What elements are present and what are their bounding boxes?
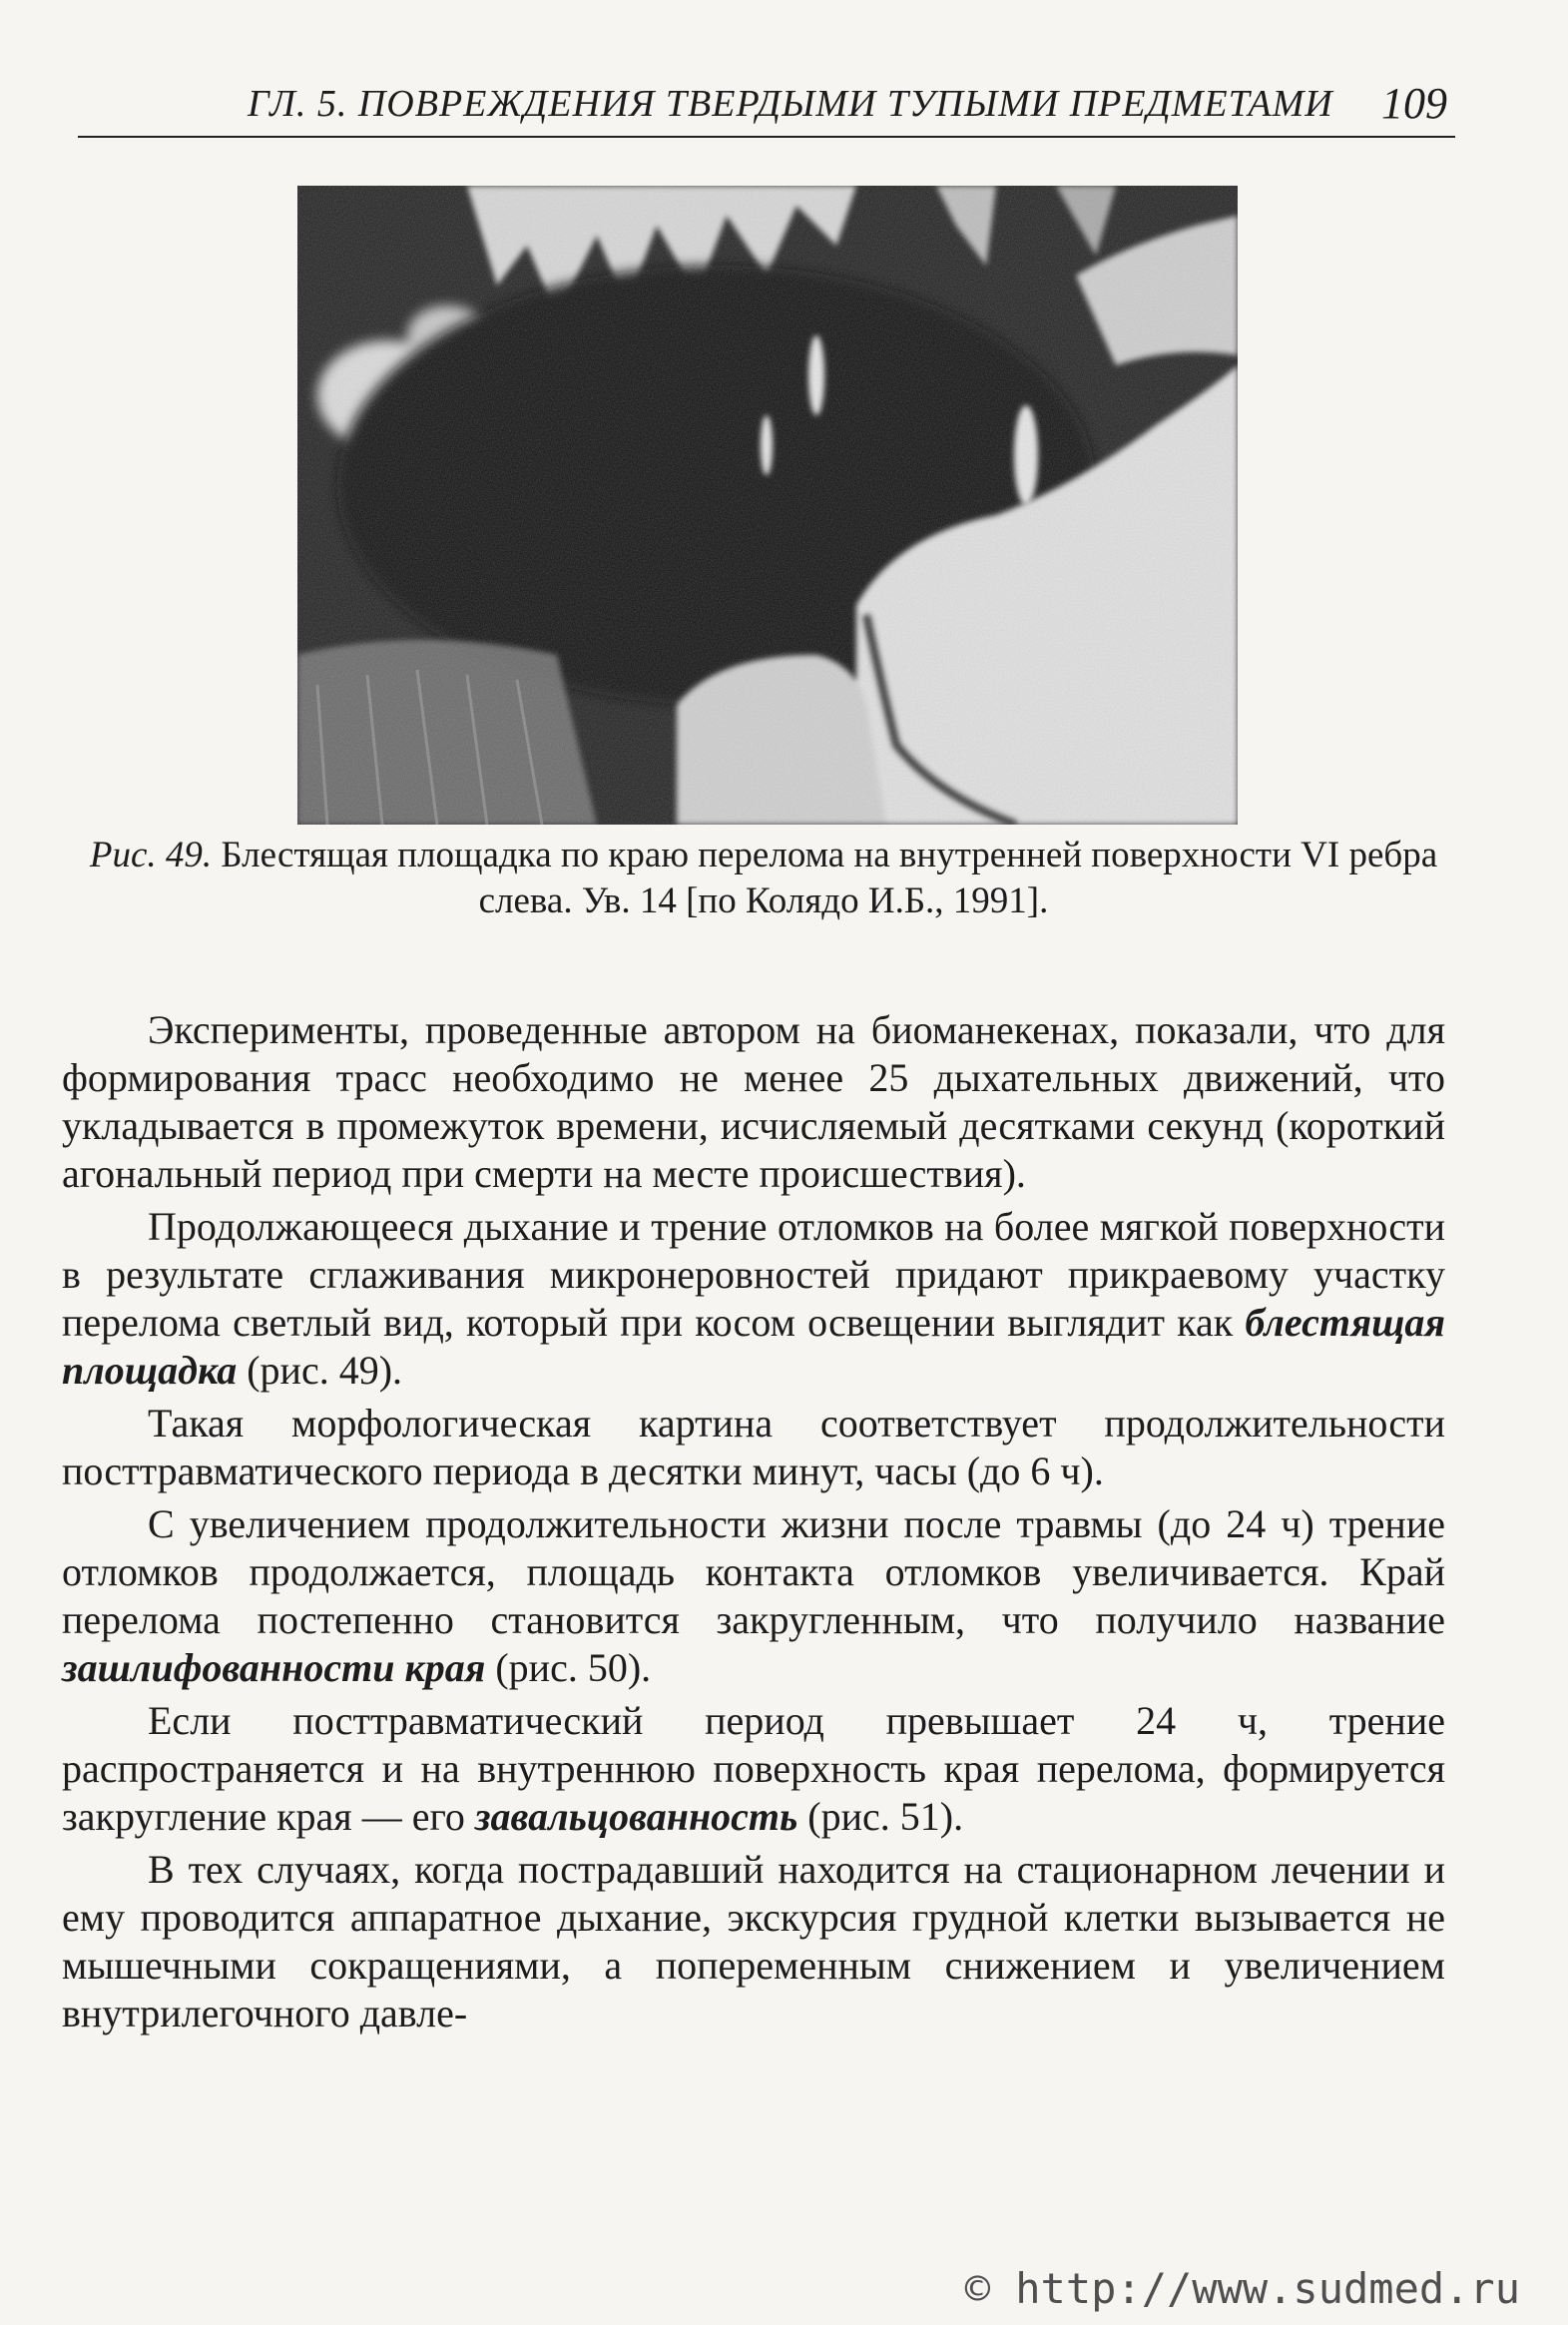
emphasized-term: завальцованность	[474, 1794, 798, 1839]
paragraph: Продолжающееся дыхание и трение отломков на более мягкой поверхности в результате сглаживания микронеровностей придают прикраевому участку перелома светлый вид, который при косом освещении выглядит как блестящая площадка (рис. 49).	[62, 1204, 1445, 1393]
paragraph: Такая морфологическая картина соответствует продолжительности посттравматического периода в десятки минут, часы (до 6 ч).	[62, 1401, 1445, 1493]
emphasized-term: зашлифованности края	[62, 1645, 486, 1690]
micrograph-image	[297, 186, 1238, 825]
running-header	[78, 78, 1455, 138]
paragraph: С увеличением продолжительности жизни после травмы (до 24 ч) трение отломков продолжается, площадь контакта отломков увеличивается. Край перелома постепенно становится закругленным, что получило название зашлифованности края (рис. 50).	[62, 1501, 1445, 1690]
figure-label: Рис. 49.	[89, 835, 213, 875]
body-text	[62, 1006, 1445, 2042]
figure-caption	[70, 833, 1457, 924]
emphasized-term: блестящая площадка	[62, 1300, 1445, 1393]
chapter-title: ГЛ. 5. ПОВРЕЖДЕНИЯ ТВЕРДЫМИ ТУПЫМИ ПРЕДМЕТАМИ	[248, 83, 1333, 125]
watermark: © http://www.sudmed.ru	[964, 2264, 1520, 2313]
paragraph: Эксперименты, проведенные автором на биоманекенах, показали, что для формирования трасс необходимо не менее 25 дыхательных движений, что укладывается в промежуток времени, исчисляемый десятками секунд (короткий агональный период при смерти на месте происшествия).	[62, 1007, 1445, 1196]
figure-caption-text: Блестящая площадка по краю перелома на внутренней поверхности VI ребра слева. Ув. 14 [по Колядо И.Б., 1991].	[212, 835, 1438, 921]
page-number: 109	[1381, 79, 1447, 128]
paragraph: В тех случаях, когда пострадавший находится на стационарном лечении и ему проводится аппаратное дыхание, экскурсия грудной клетки вызывается не мышечными сокращениями, а попеременным снижением и увеличением внутрилегочного давле-	[62, 1847, 1445, 2035]
paragraph: Если посттравматический период превышает 24 ч, трение распространяется и на внутреннюю поверхность края перелома, формируется закругление края — его завальцованность (рис. 51).	[62, 1698, 1445, 1839]
figure-photo	[297, 186, 1238, 825]
